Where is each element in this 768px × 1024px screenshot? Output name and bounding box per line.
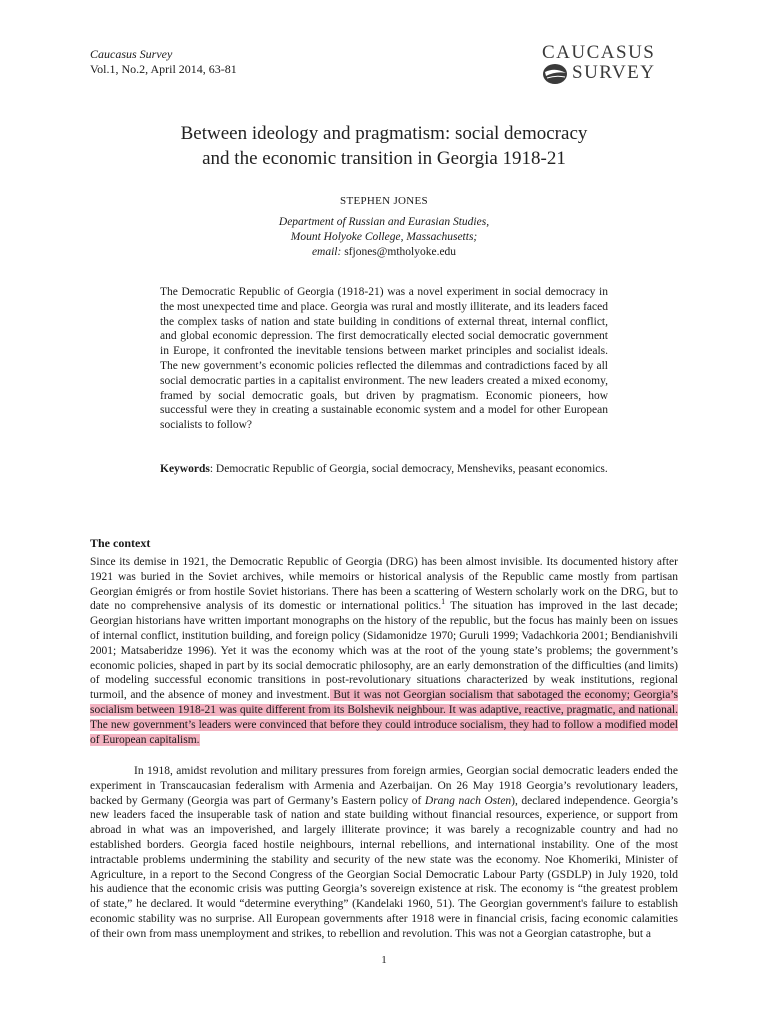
section-heading: The context — [90, 536, 151, 550]
author-affiliation — [90, 215, 678, 260]
para1-text-a: Since its demise in 1921, the Democratic Republic of Georgia (DRG) has been almost invisible. Its documented history after 1921 was buried in the Soviet archives, while memoirs or historical analysis of the Republic came mostly from partisan Georgian émigrés or from hostile Soviet historians. There has been a scattering of Western scholarly work on the DRG, but to date no comprehensive analysis of its domestic or international politics. — [90, 556, 678, 613]
para2-italic-term: Drang nach Osten — [424, 794, 512, 807]
title-line-2: and the economic transition in Georgia 1918-21 — [202, 148, 566, 169]
body-paragraph-1 — [90, 555, 678, 747]
logo-line1: CAUCASUS — [542, 42, 656, 63]
journal-name: Caucasus Survey — [90, 47, 173, 61]
globe-swoosh-icon — [542, 63, 568, 85]
affiliation-line-1: Department of Russian and Eurasian Studies, — [278, 216, 490, 228]
keywords-label: Keywords — [160, 463, 210, 475]
para2-text-b: ), declared independence. Georgia’s new leaders faced the insuperable task of nation and state building without financial resources, experience, or support from abroad in what was an impoverished, and largely illiterate province; it was barely a recognizable country and had no established borders. Georgia faced hostile neighbours, internal rebellions, and international instability. One of the most intractable problems undermining the stability and security of the new state was the economy. Noe Khomeriki, Minister of Agriculture, in a report to the Second Congress of the Georgian Social Democratic Labour Party (GSDLP) in July 1920, told his audience that the economic crisis was putting Georgia’s sovereign existence at risk. The economy is “the greatest problem of state,” he declared. It would “determine everything” (Kandelaki 1960, 51). The Georgian government's failure to establish economic stability was no surprise. All European governments after 1918 were in financial crisis, facing economic calamities of their own from mass unemployment and strikes, to rebellion and revolution. This was not a Georgian catastrophe, but a — [90, 794, 678, 940]
email-label: email: — [311, 246, 342, 258]
journal-citation — [90, 47, 237, 77]
email-address: sfjones@mtholyoke.edu — [344, 246, 457, 258]
article-title — [90, 121, 678, 171]
para2-text-a: In 1918, amidst revolution and military pressures from foreign armies, Georgian social democratic leaders ended the experiment in Transcaucasian federalism with Armenia and Azerbaijan. On 26 May 1918 Georgia’s revolutionary leaders, backed by Germany (Georgia was part of Germany’s Eastern policy of — [90, 765, 678, 807]
logo-line2: SURVEY — [572, 62, 656, 83]
affiliation-line-2: Mount Holyoke College, Massachusetts; — [290, 231, 478, 243]
email-line — [90, 245, 678, 260]
body-paragraph-2 — [90, 764, 678, 942]
highlighted-passage: But it was not Georgian socialism that sabotaged the economy; Georgia’s socialism between 1918-21 was quite different from its Bolshevik neighbour. It was adaptive, reactive, pragmatic, and national. The new government’s leaders were convinced that before they could introduce socialism, they had to follow a modified model of European capitalism. — [90, 689, 678, 746]
footnote-marker[interactable]: 1 — [441, 597, 446, 607]
journal-volume: Vol.1, No.2, April 2014, 63-81 — [90, 62, 237, 76]
para1-text-b: The situation has improved in the last decade; Georgian historians have written important monographs on the history of the republic, but the focus has mainly been on issues of internal conflict, institution building, and foreign policy (Sidamonidze 1970; Guruli 1999; Vadachkoria 2001; Bendianishvili 2001; Matsaberidze 1996). Yet it was the economy which was at the root of the young state’s problems; the government’s economic policies, shaped in part by its social democratic philosophy, are an early demonstration of the difficulties (and limits) of modeling successful economic transitions in post-revolutionary situations characterized by weak institutions, regional turmoil, and the absence of money and investment. — [90, 600, 678, 702]
title-line-1: Between ideology and pragmatism: social democracy — [180, 123, 588, 144]
journal-logo — [538, 42, 662, 92]
author-name: STEPHEN JONES — [340, 195, 428, 207]
abstract: The Democratic Republic of Georgia (1918-21) was a novel experiment in social democracy in the most unexpected time and place. Georgia was rural and mostly illiterate, and its leaders faced the complex tasks of nation and state building in conditions of external threat, internal conflict, and global economic depression. The first democratically elected social democratic government in Europe, it confronted the inevitable tensions between market principles and socialist ideals. The new government’s economic policies reflected the dilemmas and contradictions faced by all social democratic parties in a capitalist environment. The new leaders created a mixed economy, framed by social democratic goals, but driven by pragmatism. Economic pioneers, how successful were they in creating a sustainable economic system and a model for other European socialists to follow? — [160, 286, 608, 432]
keywords-text: : Democratic Republic of Georgia, social democracy, Mensheviks, peasant economics. — [209, 463, 608, 475]
keywords — [160, 462, 608, 477]
page-number: 1 — [381, 954, 387, 966]
